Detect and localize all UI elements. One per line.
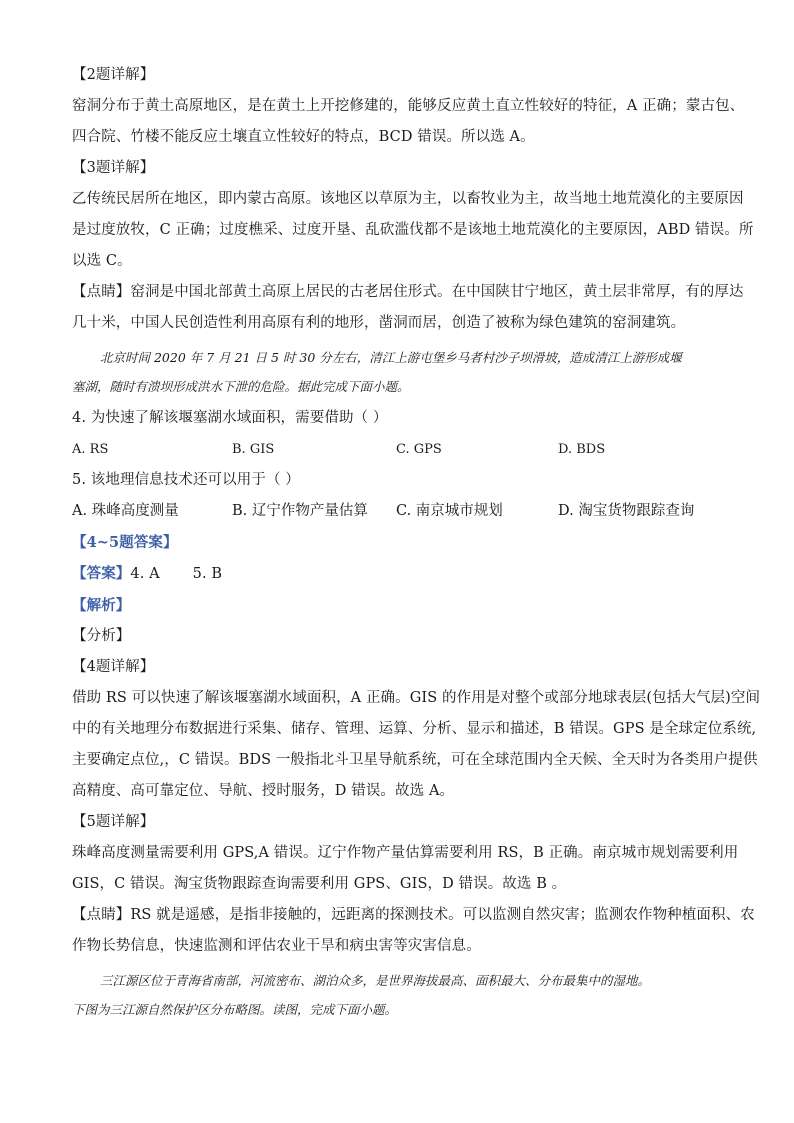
option-a: A. 珠峰高度测量 <box>72 503 179 519</box>
tip-text: RS 就是遥感，是指非接触的，远距离的探测技术。可以监测自然灾害；监测农作物种植面积、农 <box>130 907 755 923</box>
option-c: C. 南京城市规划 <box>396 503 503 519</box>
option-c: C. GPS <box>396 442 442 457</box>
tip-label: 【点睛】 <box>72 284 131 300</box>
tip-text-line: 作物长势信息，快速监测和评估农业干旱和病虫害等灾害信息。 <box>72 938 481 954</box>
answer-line <box>72 558 722 590</box>
reading-passage-line: 下图为三江源自然保护区分布略图。读图，完成下面小题。 <box>72 1002 398 1017</box>
tip-paragraph <box>72 900 755 931</box>
option-a: A. RS <box>72 442 109 457</box>
reading-passage-line: 北京时间 2020 年 7 月 21 日 5 时 30 分左右，清江上游屯堡乡马者村沙子坝滑坡，造成清江上游形成堰 <box>100 350 682 365</box>
q3-heading: 【3题详解】 <box>72 160 155 176</box>
q2-text-line: 窑洞分布于黄土高原地区，是在黄土上开挖修建的，能够反应黄土直立性较好的特征，A 正确；蒙古包、 <box>72 98 745 114</box>
question-4-options <box>72 434 722 465</box>
question-4-stem: 4. 为快速了解该堰塞湖水域面积，需要借助（ ） <box>72 410 388 426</box>
q4-text-line: 高精度、高可靠定位、导航、授时服务，D 错误。故选 A。 <box>72 783 455 799</box>
q5-text-line: GIS，C 错误。淘宝货物跟踪查询需要利用 GPS、GIS，D 错误。故选 B 。 <box>72 876 567 892</box>
answer-text: 4. A 5. B <box>130 566 223 582</box>
tip-text: 窑洞是中国北部黄土高原上居民的古老居住形式。在中国陕甘宁地区，黄土层非常厚，有的厚达 <box>130 284 744 300</box>
q4-text-line: 中的有关地理分布数据进行采集、储存、管理、运算、分析、显示和描述，B 错误。GPS 是全球定位系统, <box>72 721 757 737</box>
q3-text-line: 乙传统民居所在地区，即内蒙古高原。该地区以草原为主，以畜牧业为主，故当地土地荒漠化的主要原因 <box>72 191 744 207</box>
question-5-stem: 5. 该地理信息技术还可以用于（ ） <box>72 472 300 488</box>
q5-heading: 【5题详解】 <box>72 814 155 830</box>
q4-heading: 【4题详解】 <box>72 659 155 675</box>
tip-label: 【点睛】 <box>72 907 131 923</box>
q2-heading: 【2题详解】 <box>72 67 155 83</box>
answer-label: 【答案】 <box>72 565 131 582</box>
q2-text-line: 四合院、竹楼不能反应土壤直立性较好的特点，BCD 错误。所以选 A。 <box>72 129 535 145</box>
question-5-options <box>72 496 722 527</box>
q5-text-line: 珠峰高度测量需要利用 GPS,A 错误。辽宁作物产量估算需要利用 RS，B 正确。南京城市规划需要利用 <box>72 845 739 861</box>
reading-passage-line: 塞湖，随时有溃坝形成洪水下泄的危险。据此完成下面小题。 <box>72 379 410 394</box>
reading-passage-line: 三江源区位于青海省南部，河流密布、湖泊众多，是世界海拔最高、面积最大、分布最集中的湿地。 <box>100 973 651 988</box>
answer-section-title: 【4~5题答案】 <box>72 534 178 551</box>
option-d: D. BDS <box>558 442 606 457</box>
option-d: D. 淘宝货物跟踪查询 <box>558 503 695 519</box>
fenxi-heading: 【分析】 <box>72 628 131 644</box>
q3-text-line: 以选 C。 <box>72 253 132 269</box>
option-b: B. 辽宁作物产量估算 <box>232 503 368 519</box>
tip-text-line: 几十米，中国人民创造性利用高原有利的地形，凿洞而居，创造了被称为绿色建筑的窑洞建筑。 <box>72 315 686 331</box>
q4-text-line: 主要确定点位,，C 错误。BDS 一般指北斗卫星导航系统，可在全球范围内全天候、全天时为各类用户提供 <box>72 752 758 768</box>
analysis-title: 【解析】 <box>72 597 131 614</box>
document-page <box>72 60 761 1024</box>
option-b: B. GIS <box>232 442 275 457</box>
q4-text-line: 借助 RS 可以快速了解该堰塞湖水域面积，A 正确。GIS 的作用是对整个或部分地球表层(包括大气层)空间 <box>72 690 761 706</box>
q3-text-line: 是过度放牧，C 正确；过度樵采、过度开垦、乱砍滥伐都不是该地土地荒漠化的主要原因，ABD 错误。所 <box>72 222 754 238</box>
tip-paragraph <box>72 277 744 308</box>
